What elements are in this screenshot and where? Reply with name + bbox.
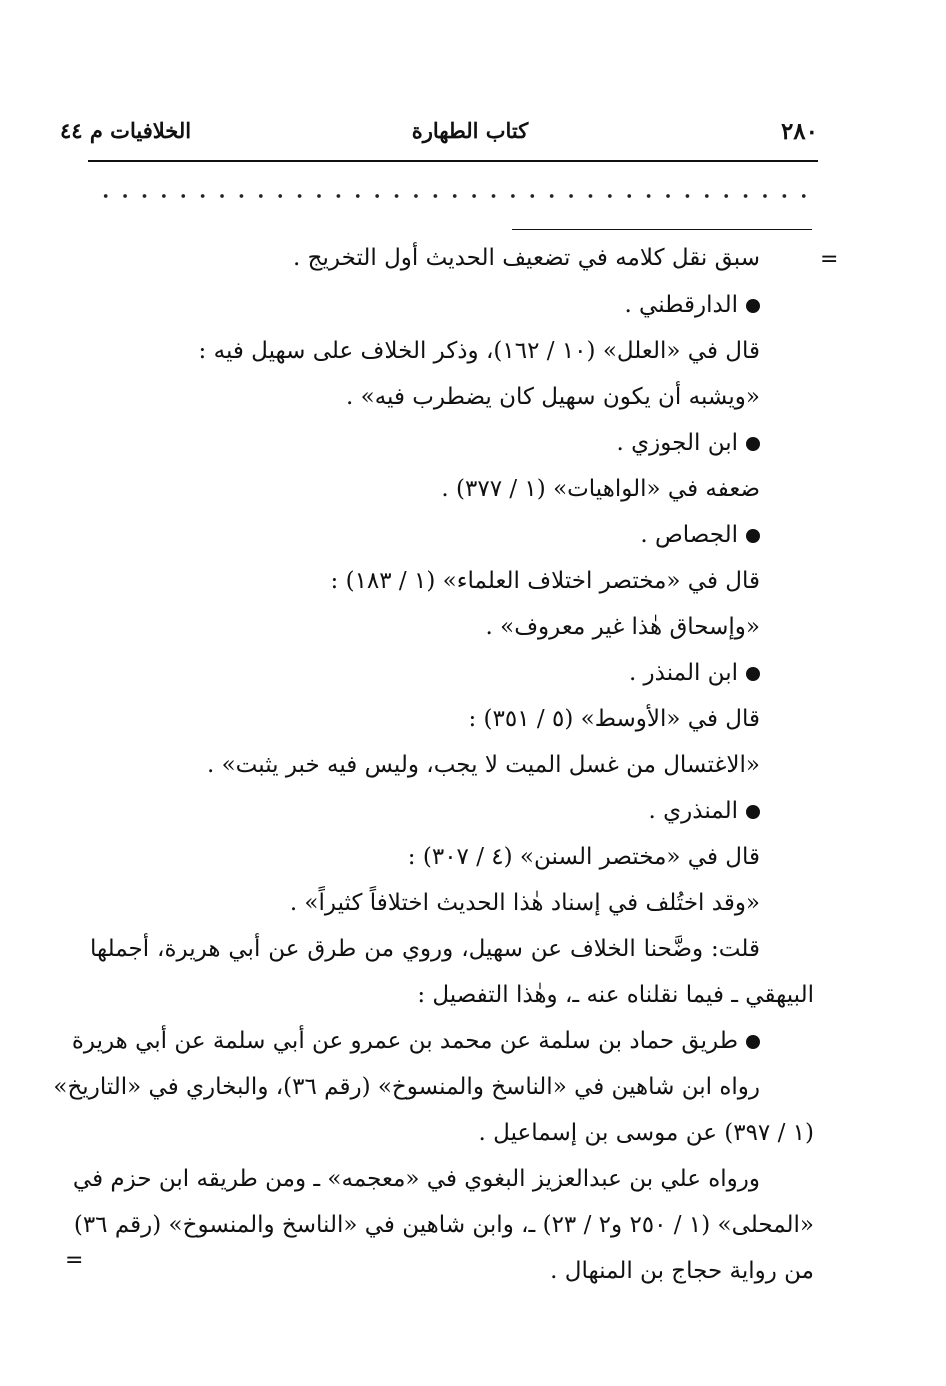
heading-line: ابن المنذر . (629, 653, 760, 693)
bullet-icon (746, 805, 760, 819)
quote-line: «وإسحاق هٰذا غير معروف» . (485, 614, 760, 640)
footnote-rule (512, 229, 812, 230)
heading-line: طريق حماد بن سلمة عن محمد بن عمرو عن أبي سلمة عن أبي هريرة (90, 1021, 760, 1061)
quote-line: «ويشبه أن يكون سهيل كان يضطرب فيه» . (346, 384, 760, 410)
bullet-icon (746, 667, 760, 681)
heading-line: ابن الجوزي . (617, 423, 760, 463)
bullet-icon (746, 437, 760, 451)
quote-line: «وقد اختُلف في إسناد هٰذا الحديث اختلافاً كثيراً» . (289, 890, 760, 916)
continuation-mark-bottom: = (65, 1248, 84, 1273)
header-rule (88, 160, 818, 162)
text-line: «المحلى» (١ / ٢٥٠ و٢ / ٢٣) ـ، وابن شاهين في «الناسخ والمنسوخ» (رقم ٣٦) (73, 1212, 814, 1238)
text-line: من رواية حجاج بن المنهال . (550, 1258, 814, 1284)
page-number: ٢٨٠ (780, 118, 818, 145)
bullet-icon (746, 1035, 760, 1049)
text-line: ضعفه في «الواهيات» (١ / ٣٧٧) . (441, 476, 760, 502)
text-line: (١ / ٣٩٧) عن موسى بن إسماعيل . (478, 1120, 814, 1146)
volume-label: الخلافيات م ٤٤ (60, 118, 192, 143)
text-line: رواه ابن شاهين في «الناسخ والمنسوخ» (رقم ٣٦)، والبخاري في «التاريخ» (53, 1074, 760, 1100)
text-line: قال في «مختصر السنن» (٤ / ٣٠٧) : (407, 844, 760, 870)
text-line: ورواه علي بن عبدالعزيز البغوي في «معجمه» ـ ومن طريقه ابن حزم في (72, 1166, 760, 1192)
bullet-icon (746, 529, 760, 543)
text-line: البيهقي ـ فيما نقلناه عنه ـ، وهٰذا التفصيل : (417, 982, 814, 1008)
heading-line: الجصاص . (640, 515, 760, 555)
dotted-separator (96, 186, 814, 206)
heading-line: المنذري . (649, 791, 760, 831)
text-line: قال في «العلل» (١٠ / ١٦٢)، وذكر الخلاف على سهيل فيه : (198, 338, 760, 364)
text-line: قال في «مختصر اختلاف العلماء» (١ / ١٨٣) : (330, 568, 760, 594)
text-line: قلت: وضَّحنا الخلاف عن سهيل، وروي من طرق عن أبي هريرة، أجملها (90, 936, 760, 962)
heading-line: الدارقطني . (624, 285, 760, 325)
bullet-icon (746, 299, 760, 313)
quote-line: «الاغتسال من غسل الميت لا يجب، وليس فيه خبر يثبت» . (206, 752, 760, 778)
running-title: كتاب الطهارة (411, 118, 529, 143)
continuation-mark-top: = (820, 247, 839, 272)
text-line: سبق نقل كلامه في تضعيف الحديث أول التخريج . (293, 245, 760, 271)
text-line: قال في «الأوسط» (٥ / ٣٥١) : (468, 706, 760, 732)
